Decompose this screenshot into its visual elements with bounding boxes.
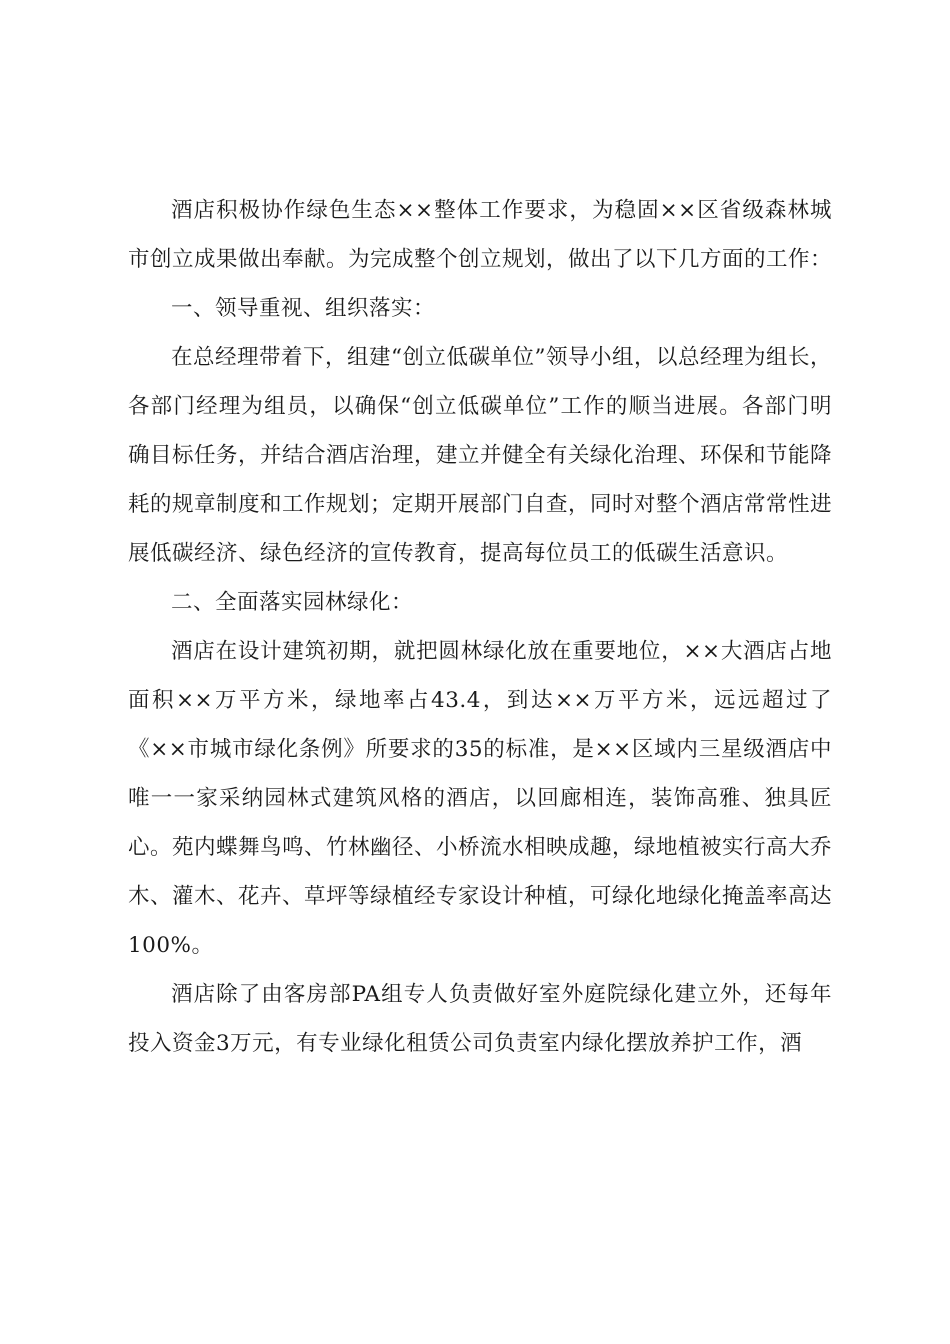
paragraph-leadership: 在总经理带着下，组建“创立低碳单位”领导小组，以总经理为组长，各部门经理为组员，以确保“创立低碳单位”工作的顺当进展。各部门明确目标任务，并结合酒店治理，建立并健全有关绿化治理、环保和节能降耗的规章制度和工作规划；定期开展部门自查，同时对整个酒店常常性进展低碳经济、绿色经济的宣传教育，提高每位员工的低碳生活意识。 — [128, 345, 833, 566]
paragraph-investment: 酒店除了由客房部PA组专人负责做好室外庭院绿化建立外，还每年投入资金3万元，有专业绿化租赁公司负责室内绿化摆放养护工作，酒 — [128, 982, 832, 1056]
paragraph-greening: 酒店在设计建筑初期，就把圆林绿化放在重要地位，××大酒店占地面积××万平方米，绿地率占43.4，到达××万平方米，远远超过了《××市城市绿化条例》所要求的35的标准，是××区域内三星级酒店中唯一一家采纳园林式建筑风格的酒店，以回廊相连，装饰高雅、独具匠心。苑内蝶舞鸟鸣、竹林幽径、小桥流水相映成趣，绿地植被实行高大乔木、灌木、花卉、草坪等绿植经专家设计种植，可绿化地绿化掩盖率高达100%。 — [128, 639, 833, 958]
document-body — [128, 186, 832, 1068]
paragraph-intro: 酒店积极协作绿色生态××整体工作要求，为稳固××区省级森林城市创立成果做出奉献。为完成整个创立规划，做出了以下几方面的工作： — [128, 198, 833, 272]
section-heading-2: 二、全面落实园林绿化： — [171, 590, 414, 615]
section-heading-1: 一、领导重视、组织落实： — [171, 296, 436, 321]
